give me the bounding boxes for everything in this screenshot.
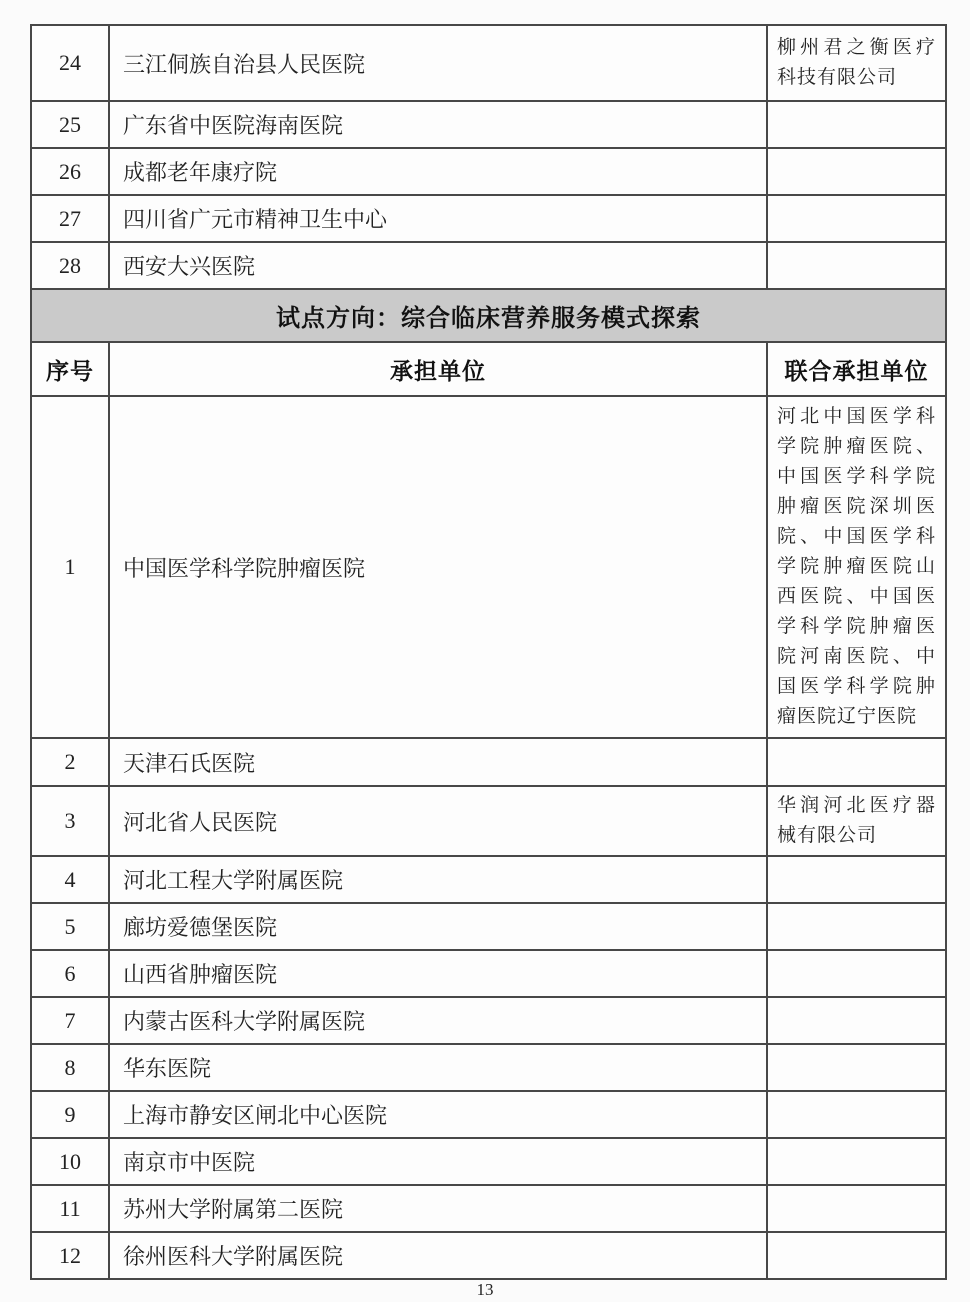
table-header-section	[31, 342, 946, 396]
joint-unit-cell	[767, 148, 946, 195]
joint-unit-cell	[767, 997, 946, 1044]
row-number-cell: 4	[31, 856, 109, 903]
joint-unit-cell	[767, 1185, 946, 1232]
table-row	[31, 1185, 946, 1232]
joint-unit-cell: 柳州君之衡医疗科技有限公司	[767, 25, 946, 101]
unit-cell: 南京市中医院	[109, 1138, 767, 1185]
table-row	[31, 786, 946, 856]
row-number-cell: 25	[31, 101, 109, 148]
row-number-cell: 7	[31, 997, 109, 1044]
row-number-cell: 27	[31, 195, 109, 242]
row-number-cell: 6	[31, 950, 109, 997]
unit-cell: 廊坊爱德堡医院	[109, 903, 767, 950]
table-row	[31, 396, 946, 738]
joint-unit-cell	[767, 950, 946, 997]
table-section-title	[31, 289, 946, 342]
joint-unit-cell	[767, 195, 946, 242]
table-row	[31, 242, 946, 289]
joint-unit-cell	[767, 101, 946, 148]
section-title-row	[31, 289, 946, 342]
row-number-cell: 12	[31, 1232, 109, 1279]
row-number-cell: 11	[31, 1185, 109, 1232]
joint-unit-cell	[767, 903, 946, 950]
joint-unit-cell: 华润河北医疗器械有限公司	[767, 786, 946, 856]
unit-cell: 苏州大学附属第二医院	[109, 1185, 767, 1232]
unit-cell: 四川省广元市精神卫生中心	[109, 195, 767, 242]
row-number-cell: 2	[31, 738, 109, 786]
row-number-cell: 3	[31, 786, 109, 856]
row-number-cell: 5	[31, 903, 109, 950]
unit-cell: 成都老年康疗院	[109, 148, 767, 195]
row-number-cell: 10	[31, 1138, 109, 1185]
section-title: 试点方向：综合临床营养服务模式探索	[31, 289, 946, 342]
joint-unit-cell	[767, 1232, 946, 1279]
pilot-units-table	[30, 24, 947, 1280]
joint-unit-cell: 河北中国医学科学院肿瘤医院、中国医学科学院肿瘤医院深圳医院、中国医学科学院肿瘤医院山西医院、中国医学科学院肿瘤医院河南医院、中国医学科学院肿瘤医院辽宁医院	[767, 396, 946, 738]
unit-cell: 河北省人民医院	[109, 786, 767, 856]
table-row	[31, 1044, 946, 1091]
joint-unit-cell	[767, 856, 946, 903]
table-row	[31, 903, 946, 950]
unit-cell: 三江侗族自治县人民医院	[109, 25, 767, 101]
table-row	[31, 856, 946, 903]
table-row	[31, 1138, 946, 1185]
row-number-cell: 26	[31, 148, 109, 195]
unit-cell: 徐州医科大学附属医院	[109, 1232, 767, 1279]
table-row	[31, 195, 946, 242]
table-top-section	[31, 25, 946, 289]
row-number-cell: 28	[31, 242, 109, 289]
table-row	[31, 950, 946, 997]
unit-cell: 河北工程大学附属医院	[109, 856, 767, 903]
row-number-cell: 8	[31, 1044, 109, 1091]
column-header-no: 序号	[31, 342, 109, 396]
unit-cell: 山西省肿瘤医院	[109, 950, 767, 997]
unit-cell: 华东医院	[109, 1044, 767, 1091]
unit-cell: 天津石氏医院	[109, 738, 767, 786]
joint-unit-cell	[767, 1138, 946, 1185]
joint-unit-cell	[767, 242, 946, 289]
unit-cell: 内蒙古医科大学附属医院	[109, 997, 767, 1044]
page-number: 13	[476, 1280, 494, 1299]
joint-unit-cell	[767, 1091, 946, 1138]
row-number-cell: 24	[31, 25, 109, 101]
column-header-unit: 承担单位	[109, 342, 767, 396]
table-row	[31, 25, 946, 101]
table-row	[31, 1232, 946, 1279]
unit-cell: 广东省中医院海南医院	[109, 101, 767, 148]
table-main-section	[31, 396, 946, 1279]
joint-unit-cell	[767, 738, 946, 786]
column-header-joint: 联合承担单位	[767, 342, 946, 396]
table-row	[31, 101, 946, 148]
table-row	[31, 148, 946, 195]
row-number-cell: 1	[31, 396, 109, 738]
table-row	[31, 997, 946, 1044]
table-row	[31, 738, 946, 786]
column-header-row	[31, 342, 946, 396]
unit-cell: 中国医学科学院肿瘤医院	[109, 396, 767, 738]
row-number-cell: 9	[31, 1091, 109, 1138]
table-row	[31, 1091, 946, 1138]
joint-unit-cell	[767, 1044, 946, 1091]
unit-cell: 上海市静安区闸北中心医院	[109, 1091, 767, 1138]
unit-cell: 西安大兴医院	[109, 242, 767, 289]
